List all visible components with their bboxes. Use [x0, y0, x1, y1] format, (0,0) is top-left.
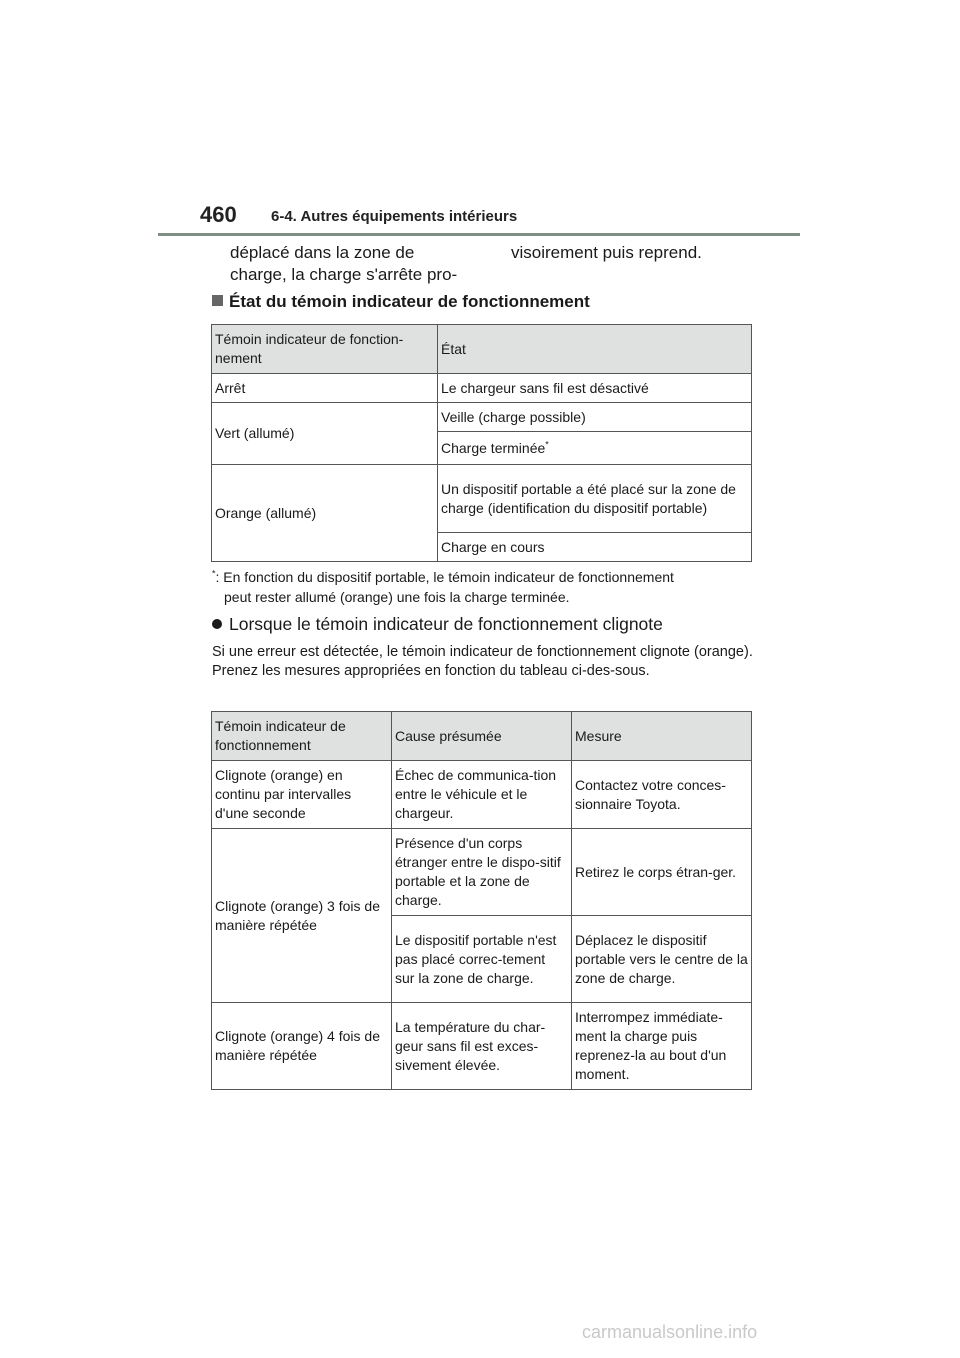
table-header-row — [212, 712, 752, 761]
status-table — [211, 324, 752, 562]
table-header-cell: Témoin indicateur de fonction-nement — [212, 325, 438, 374]
carryover-right-line1: visoirement puis reprend. — [511, 243, 702, 262]
state-text: Charge terminée — [441, 439, 546, 456]
state-cell — [438, 432, 752, 465]
footnote-lead: : En fonction du dispositif portable, le témoin indicateur de fonctionnement — [215, 569, 674, 585]
status-heading-text: État du témoin indicateur de fonctionnement — [229, 292, 590, 311]
blink-heading — [212, 614, 663, 635]
table-row — [212, 403, 752, 432]
indicator-cell: Vert (allumé) — [212, 403, 438, 465]
footnote — [212, 567, 757, 607]
section-title: 6-4. Autres équipements intérieurs — [271, 208, 518, 225]
table-header-cell: Mesure — [572, 712, 752, 761]
cause-cell: Le dispositif portable n'est pas placé correc-tement sur la zone de charge. — [392, 916, 572, 1003]
state-cell: Le chargeur sans fil est désactivé — [438, 374, 752, 403]
carryover-left-line2: charge, la charge s'arrête pro- — [230, 265, 458, 284]
watermark: carmanualsonline.info — [582, 1322, 758, 1342]
page-number: 460 — [200, 202, 237, 227]
carryover-left-line1: déplacé dans la zone de — [230, 243, 415, 262]
indicator-cell: Clignote (orange) 4 fois de manière répétée — [212, 1003, 392, 1090]
table-row — [212, 374, 752, 403]
blink-heading-text: Lorsque le témoin indicateur de fonctionnement clignote — [229, 614, 663, 634]
cause-cell: Échec de communica-tion entre le véhicule et le chargeur. — [392, 761, 572, 829]
square-bullet-icon — [212, 295, 223, 306]
table-header-cell: Cause présumée — [392, 712, 572, 761]
state-cell: Un dispositif portable a été placé sur la zone de charge (identification du dispositif portable) — [438, 465, 752, 533]
measure-cell: Retirez le corps étran-ger. — [572, 829, 752, 916]
measure-cell: Interrompez immédiate-ment la charge puis reprenez-la au bout d'un moment. — [572, 1003, 752, 1090]
indicator-cell: Clignote (orange) 3 fois de manière répétée — [212, 829, 392, 1003]
footnote-marker: * — [545, 438, 549, 449]
indicator-cell: Arrêt — [212, 374, 438, 403]
table-row — [212, 829, 752, 916]
header-rule — [158, 233, 800, 236]
status-heading — [212, 292, 590, 312]
indicator-cell: Clignote (orange) en continu par intervalles d'une seconde — [212, 761, 392, 829]
table-row — [212, 1003, 752, 1090]
table-header-row — [212, 325, 752, 374]
footnote-asterisk: * — [212, 568, 216, 579]
cause-cell: Présence d'un corps étranger entre le dispo-sitif portable et la zone de charge. — [392, 829, 572, 916]
footnote-line2: peut rester allumé (orange) une fois la charge terminée. — [224, 589, 570, 605]
indicator-cell: Orange (allumé) — [212, 465, 438, 562]
blink-description: Si une erreur est détectée, le témoin indicateur de fonctionnement clignote (orange). Prenez les mesures appropriées en fonction du tableau ci-des-sous. — [212, 644, 753, 679]
bullet-icon — [212, 619, 222, 629]
measure-cell: Contactez votre conces-sionnaire Toyota. — [572, 761, 752, 829]
measure-cell: Déplacez le dispositif portable vers le centre de la zone de charge. — [572, 916, 752, 1003]
blink-table — [211, 711, 752, 1090]
table-row — [212, 465, 752, 533]
state-cell: Charge en cours — [438, 533, 752, 562]
footnote-line1 — [212, 567, 757, 587]
table-header-cell: État — [438, 325, 752, 374]
table-row — [212, 761, 752, 829]
cause-cell: La température du char-geur sans fil est exces-sivement élevée. — [392, 1003, 572, 1090]
state-cell: Veille (charge possible) — [438, 403, 752, 432]
table-header-cell: Témoin indicateur de fonctionnement — [212, 712, 392, 761]
